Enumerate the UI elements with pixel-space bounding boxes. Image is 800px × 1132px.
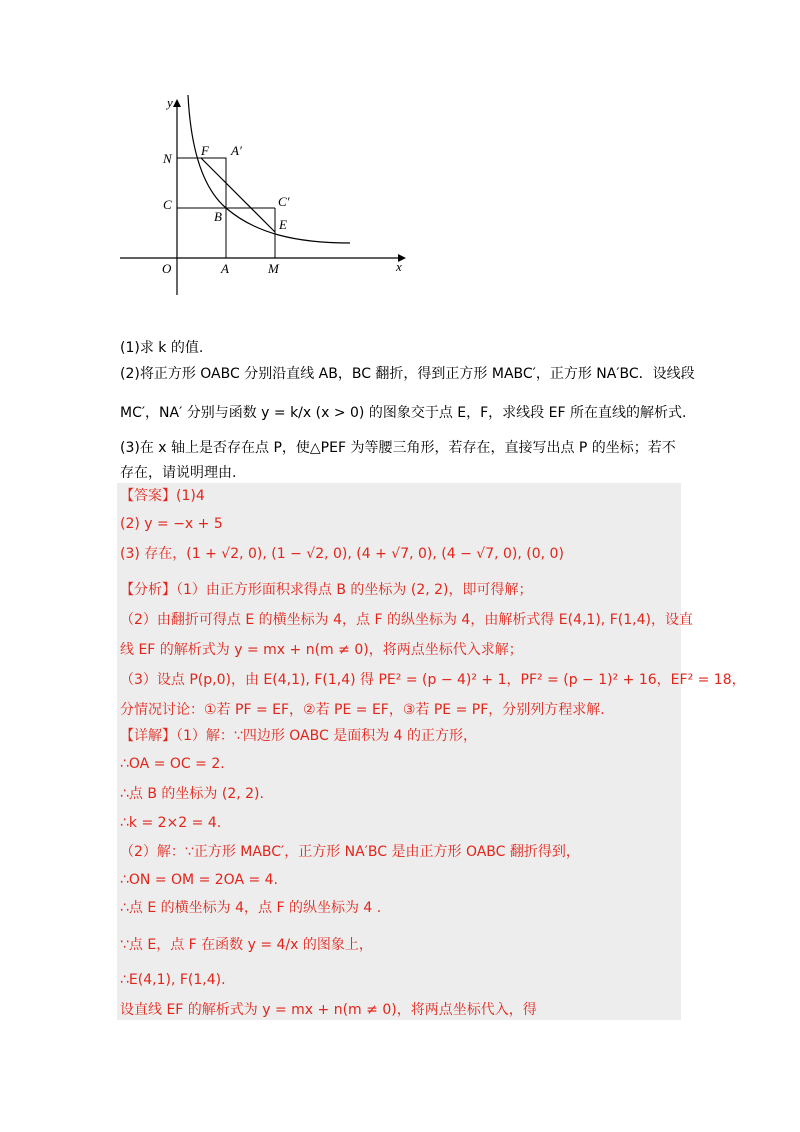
detail-3: ∴点 B 的坐标为 (2, 2). bbox=[120, 786, 264, 802]
detail-1: 【详解】（1）解：∵四边形 OABC 是面积为 4 的正方形， bbox=[120, 728, 478, 744]
line-ef bbox=[201, 158, 275, 232]
label-e: E bbox=[279, 217, 287, 232]
label-a-prime: A′ bbox=[231, 143, 242, 158]
label-c: C bbox=[163, 197, 172, 212]
detail-2: ∴OA = OC = 2. bbox=[120, 756, 225, 772]
label-n: N bbox=[163, 151, 172, 166]
label-y: y bbox=[167, 95, 173, 110]
detail-5: （2）解：∵正方形 MABC′，正方形 NA′BC 是由正方形 OABC 翻折得到， bbox=[120, 844, 580, 860]
detail-10: 设直线 EF 的解析式为 y = mx + n(m ≠ 0)，将两点坐标代入，得 bbox=[120, 1002, 537, 1018]
coordinate-figure bbox=[115, 95, 415, 300]
label-m: M bbox=[268, 261, 279, 276]
answer-2: (2) y = −x + 5 bbox=[120, 516, 223, 532]
question-3-line-1: (3)在 x 轴上是否存在点 P，使△PEF 为等腰三角形，若存在，直接写出点 P 的坐标；若不 bbox=[120, 440, 676, 456]
answer-1: 【答案】(1)4 bbox=[120, 488, 205, 504]
label-f: F bbox=[201, 143, 209, 158]
question-2-line-1: (2)将正方形 OABC 分别沿直线 AB，BC 翻折，得到正方形 MABC′，正方形 NA′BC．设线段 bbox=[120, 366, 695, 382]
question-3-line-2: 存在，请说明理由. bbox=[120, 465, 237, 481]
question-2-line-2: MC′，NA′ 分别与函数 y = k/x (x > 0) 的图象交于点 E，F，求线段 EF 所在直线的解析式. bbox=[120, 405, 687, 421]
detail-6: ∴ON = OM = 2OA = 4. bbox=[120, 872, 279, 888]
label-b: B bbox=[214, 209, 222, 224]
analysis-2a: （2）由翻折可得点 E 的横坐标为 4，点 F 的纵坐标为 4，由解析式得 E(4,1), F(1,4)，设直 bbox=[120, 612, 693, 628]
y-axis-arrow bbox=[173, 99, 181, 107]
analysis-2b: 线 EF 的解析式为 y = mx + n(m ≠ 0)，将两点坐标代入求解； bbox=[120, 642, 523, 658]
detail-7: ∴点 E 的横坐标为 4，点 F 的纵坐标为 4 . bbox=[120, 900, 382, 916]
label-a: A bbox=[221, 261, 229, 276]
detail-4: ∴k = 2×2 = 4. bbox=[120, 815, 222, 831]
label-x: x bbox=[396, 259, 402, 274]
label-o: O bbox=[162, 261, 172, 276]
question-1: (1)求 k 的值. bbox=[120, 340, 204, 356]
label-c-prime: C′ bbox=[278, 194, 290, 209]
analysis-1: 【分析】（1）由正方形面积求得点 B 的坐标为 (2, 2)，即可得解； bbox=[120, 582, 533, 598]
analysis-3b: 分情况讨论：①若 PF = EF，②若 PE = EF，③若 PE = PF，分别列方程求解. bbox=[120, 702, 605, 718]
answer-3: (3) 存在，(1 + √2, 0), (1 − √2, 0), (4 + √7, 0), (4 − √7, 0), (0, 0) bbox=[120, 546, 564, 562]
detail-9: ∴E(4,1), F(1,4). bbox=[120, 972, 226, 988]
analysis-3a: （3）设点 P(p,0)，由 E(4,1), F(1,4) 得 PE² = (p − 4)² + 1，PF² = (p − 1)² + 16，EF² = 18， bbox=[120, 672, 746, 688]
detail-8: ∵点 E，点 F 在函数 y = 4/x 的图象上， bbox=[120, 937, 373, 953]
